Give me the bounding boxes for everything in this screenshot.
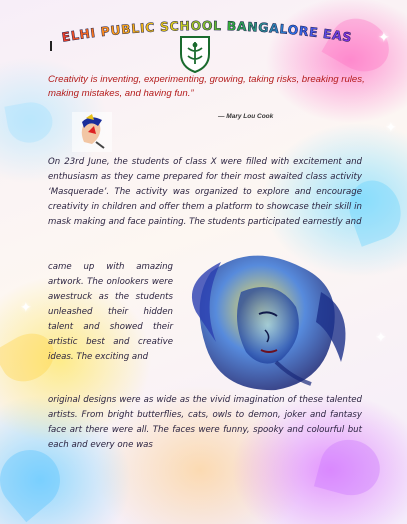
flower-petal-decoration bbox=[4, 99, 55, 146]
article-paragraph-3: original designs were as wide as the vivid imagination of these talented artists. From bright butterflies, cats, owls to demon, joker and fantasy face art there were all. The faces were funny, spooky and colourful but each and every one was bbox=[48, 395, 362, 450]
school-name-text: DELHI PUBLIC SCHOOL BANGALORE EAST bbox=[50, 8, 354, 45]
text-cursor bbox=[50, 41, 52, 51]
school-crest-icon bbox=[178, 34, 212, 74]
sparkle-icon: ✦ bbox=[20, 300, 32, 316]
sparkle-icon: ✦ bbox=[385, 120, 397, 136]
quote-author: — Mary Lou Cook bbox=[218, 113, 274, 120]
article-paragraph-1: On 23rd June, the students of class X were filled with excitement and enthusiasm as they came prepared for their most awaited class activity ‘Masquerade’. The activity was organized to explore and encourage creativity in children and offer them a platform to showcase their skill in mask making and face painting. The students participated earnestly and bbox=[48, 157, 362, 227]
face-paint-clipart-icon bbox=[72, 112, 112, 152]
sparkle-icon: ✦ bbox=[378, 30, 390, 46]
watercolor-portrait-image bbox=[181, 252, 361, 392]
creativity-quote: Creativity is inventing, experimenting, growing, taking risks, breaking rules, making mistakes, and having fun.” bbox=[48, 74, 365, 99]
sparkle-icon: ✦ bbox=[375, 330, 387, 346]
article-paragraph-2: came up with amazing artwork. The onlookers were awestruck as the students unleashed their hidden talent and showed their artistic best and creative ideas. The exciting and bbox=[48, 262, 173, 362]
